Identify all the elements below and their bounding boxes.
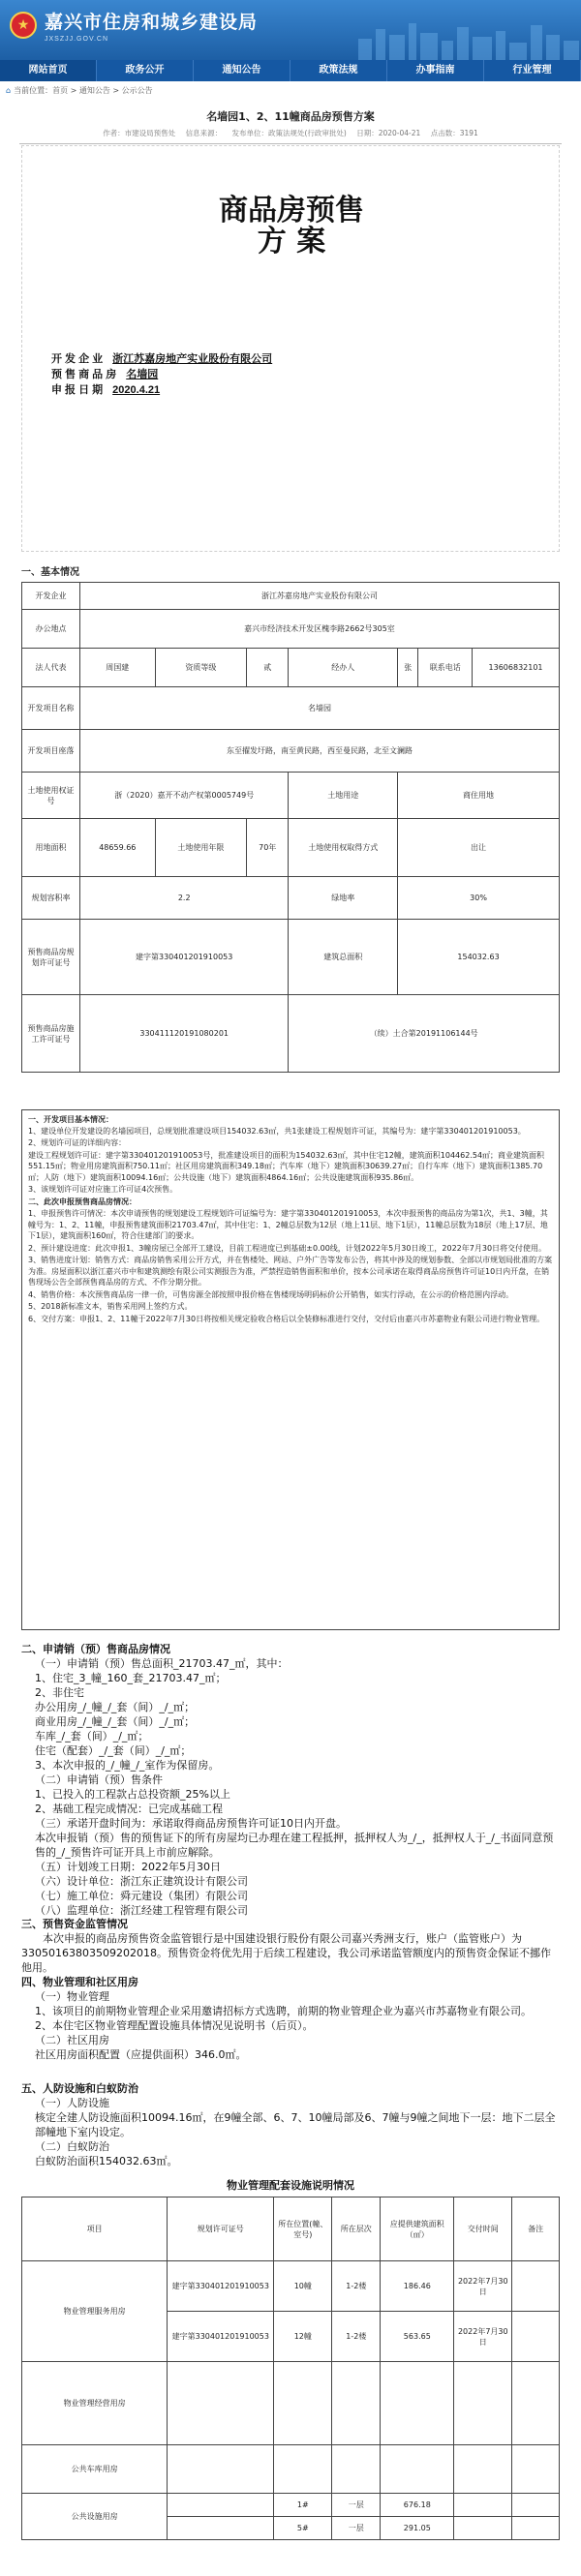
facilities-section: [21, 2178, 560, 2540]
breadcrumb: ⌂ 当前位置：首页 > 通知公告 > 公示公告: [6, 86, 153, 95]
property-management-section: 四、物业管理和社区用房 （一）物业管理 1、该项目的前期物业管理企业采用邀请招标方式选聘，前期的物业管理企业为嘉兴市苏嘉物业有限公司。 2、本住宅区物业管理配置设施具体情况见说明书（后页）。 （二）社区用房 社区用房面积配置（应提供面积）346.0㎡。: [21, 1976, 532, 2061]
nav-industry[interactable]: 行业管理: [484, 60, 581, 81]
site-title: 嘉兴市住房和城乡建设局: [45, 12, 259, 33]
basic-info-section: [21, 563, 560, 1073]
main-nav: [0, 60, 581, 81]
home-icon: ⌂: [6, 86, 12, 95]
nav-gov-affairs[interactable]: 政务公开: [97, 60, 194, 81]
city-skyline-icon: [349, 19, 581, 60]
cover-info: 开 发 企 业 浙江苏嘉房地产实业股份有限公司 预 售 商 品 房 名墙园 申 报 日 期 2020.4.21: [51, 353, 273, 396]
cover-page: [21, 145, 560, 552]
title-divider: [19, 143, 562, 144]
site-header: [0, 0, 581, 60]
article-meta: 作者：市建设局预售处 信息来源： 发布单位：政策法规处(行政审批处) 日期：2020-04-21 点击数：3191: [103, 129, 478, 137]
facilities-table-title: 物业管理配套设施说明情况: [227, 2179, 354, 2192]
nav-policies[interactable]: 政策法规: [290, 60, 387, 81]
nav-guide[interactable]: 办事指南: [387, 60, 484, 81]
cover-title: 商品房预售: [219, 194, 364, 227]
project-details-box: 一、开发项目基本情况： 1、建设单位开发建设的名墙园项目，总规划批准建设项目154032.63㎡，共1张建设工程规划许可证，其编号为：建字第330401201910053。 2、规划许可证的详细内容： 建设工程规划许可证：建字第330401201910053号，批准建设项目的面积为154032.63㎡，其中住宅12幢，建筑面积104462.54㎡；商业建筑面积551.15㎡；物业用房建筑面积750.11㎡；社区用房建筑面积349.18㎡；汽车库（地下）建筑面积30639.27㎡；自行车库（地下）建筑面积1385.70㎡；人防（地下）建筑面积10094.16㎡；公共设施（地下）建筑面积4864.16㎡；公共设施建筑面积935.86㎡。 3、该规划许可证对应施工许可证4次预售。 二、此次申报预售商品房情况： 1、申报预售许可情况：本次申请预售的规划建设工程规划许可证编号为：建字第330401201910053，本次申报预售的商品房为第1次，共1、3幢，其幢号为：1、2、11幢，申报预售建筑面积21703.47㎡，其中住宅：1、2幢总层数为12层（地上11层、地下1层），11幢总层数为18层（地上17层、地下1层），建筑面积160㎡，符合住建部门的要求。 2、预计建设进度：此次申报1、3幢房屋已全部开工建设，目前工程进度已到基础±0.00线，计划2022年5月30日竣工，2022年7月30日将交付使用。 3、销售进度计划：销售方式：商品房销售采用公开方式，并在售楼处、网站、户外广告等发布公告，将其中涉及的规划参数、全部以市规划局批准的方案为准。房屋面积以浙江嘉兴市中和建筑测绘有限公司实测报告为准，严禁捏造销售面积和单价，按本公司承诺在取得商品房预售许可证10日内开盘，在销售现场公告全部预售商品房的方式、不作分期分批。 4、销售价格：本次预售商品房一律一价，可售房源全部按照申报价格在售楼现场明码标价公开销售，如实行浮动，在公示的价格范围内浮动。 5、2018新标准文本，销售采用网上签约方式。 6、交付方案：申报1、2、11幢于2022年7月30日将按相关规定验收合格后以全装修标准进行交付，交付后由嘉兴市苏嘉物业有限公司进行物业管理。: [21, 1109, 560, 1630]
facilities-table: 项目 规划许可证号 所在位置(幢、室号) 所在层次 应提供建筑面积（㎡） 交付时间 备注 物业管理服务用房 建字第330401201910053 10幢 1-2楼 186.46 2022年7月30日 建字第330401201910053 12幢 1-2楼 563.65 2022年7月30日 物业管理经营用房 公共车库用房 公共设施用房 1# 一层 676.18 5# 一层 291.05: [21, 2197, 560, 2540]
section-basic-title: 一、基本情况: [21, 567, 79, 578]
article-title: 名墙园1、2、11幢商品房预售方案: [206, 110, 375, 123]
site-logo[interactable]: [10, 8, 258, 43]
nav-notices[interactable]: 通知公告: [194, 60, 290, 81]
sale-application-section: 二、申请销（预）售商品房情况 （一）申请销（预）售总面积_21703.47_㎡，其中： 1、住宅_3_幢_160_套_21703.47_㎡； 2、非住宅 办公用房_/_幢_/_套（间）_/_㎡； 商业用房_/_幢_/_套（间）_/_㎡； 车库_/_套（间）_/_㎡； 住宅（配套）_/_套（间）_/_㎡； 3、本次申报的_/_幢_/_室作为保留房。 （二）申请销（预）售条件 1、已投入的工程款占总投资额_25%以上 2、基础工程完成情况：已完成基础工程 （三）承诺开盘时间为：承诺取得商品房预售许可证10日内开盘。 本次申报销（预）售的预售证下的所有房屋均已办理在建工程抵押，抵押权人为_/_，抵押权人于_/_书面同意预售的_/_预售许可证开具上市前应解除。 （五）计划竣工日期：2022年5月30日 （六）设计单位：浙江东正建筑设计有限公司 （七）施工单位：舜元建设（集团）有限公司 （八）监理单位：浙江经建工程管理有限公司: [21, 1643, 554, 1917]
fund-supervision-section: 三、预售资金监管情况 本次申报的商品房预售资金监管银行是中国建设银行股份有限公司嘉兴秀洲支行，账户（监管账户）为33050163803509202018。预售资金将优先用于后续工程建设，我公司承诺监管额度内的预售资金保证不挪作他用。: [21, 1918, 551, 1974]
cover-subtitle: 方 案: [257, 225, 326, 258]
national-emblem-icon: ★: [10, 12, 37, 39]
basic-info-table: 开发企业 浙江苏嘉房地产实业股份有限公司 办公地点 嘉兴市经济技术开发区槐李路2662号305室 法人代表 周国建 资质等级 贰 经办人 张 联系电话 13606832101 开发项目名称 名墙园 开发项目座落 东至擢发圩路，南至黄民路，西至曼民路，北至文澜路 土地使用权证号 浙（2020）嘉开不动产权第0005749号 土地用途 商住用地 用地面积 48659.66 土地使用年限 70年 土地使用权取得方式 出让 规划容积率 2.2 绿地率 30% 预售商品房规划许可证号 建字第330401201910053 建筑总面积 154032.63 预售商品房施工许可证号 330411120191080201 （续）土合第20191106144号: [21, 582, 560, 1073]
civil-defense-section: 五、人防设施和白蚁防治 （一）人防设施 核定全建人防设施面积10094.16㎡，在9幢全部、6、7、10幢局部及6、7幢与9幢之间地下一层：地下二层全部幢地下室内设定。 （二）白蚁防治 白蚁防治面积154032.63㎡。: [21, 2082, 556, 2167]
nav-home[interactable]: 网站首页: [0, 60, 97, 81]
site-subtitle: JXSZJJ.GOV.CN: [45, 36, 109, 43]
